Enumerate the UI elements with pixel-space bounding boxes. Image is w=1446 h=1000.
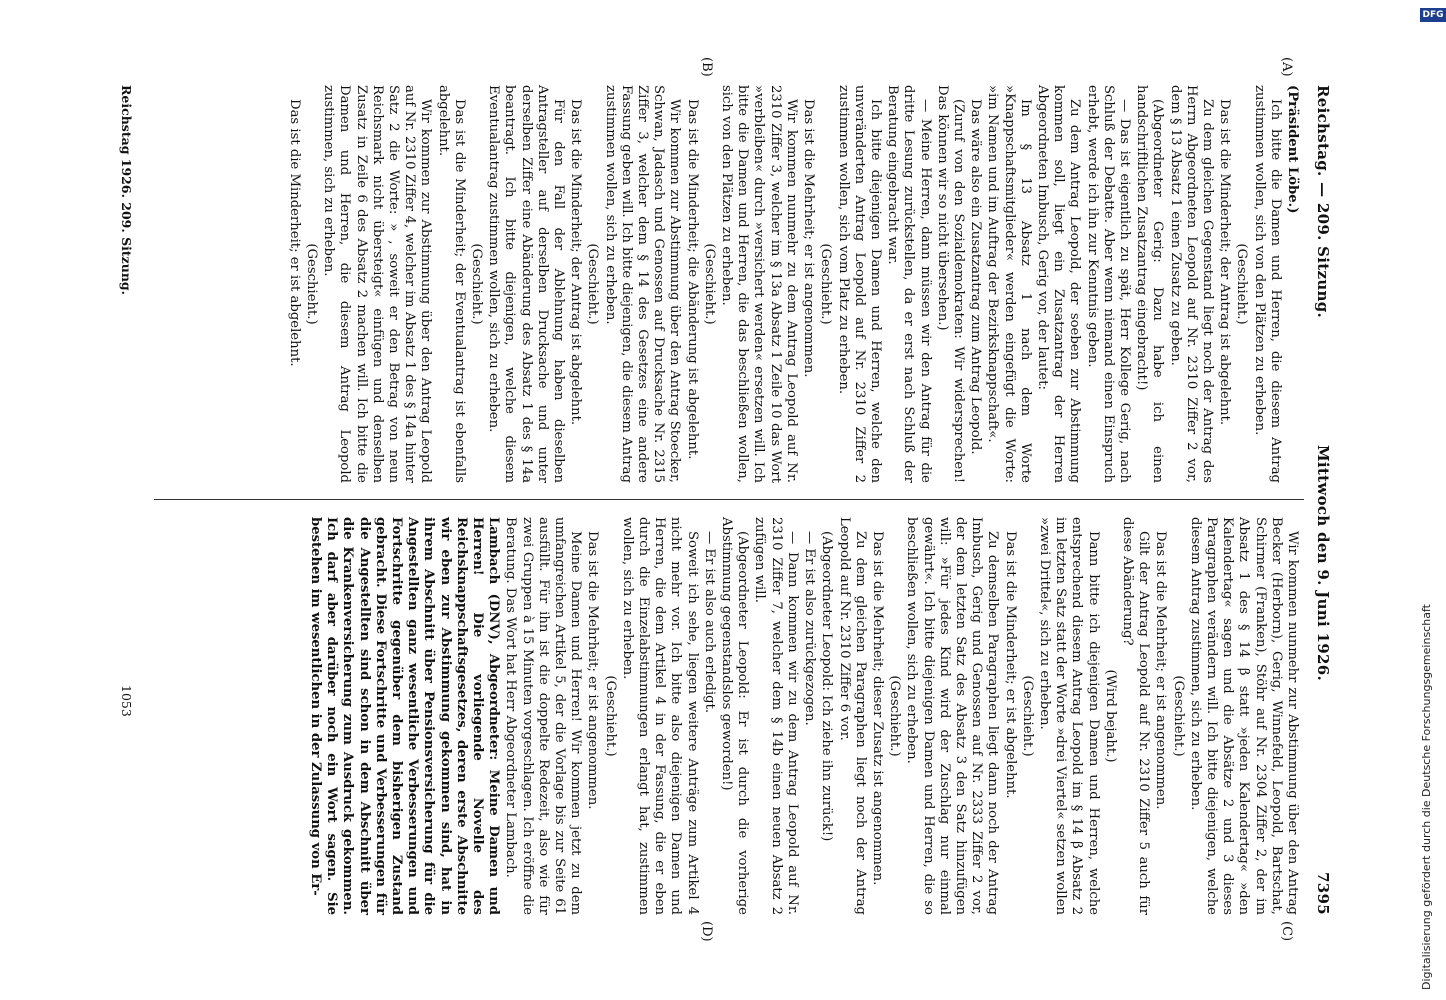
paragraph: Wir kommen nunmehr zur Abstimmung über den Antrag Becker (Herborn), Gerig, Winnefeld, Leopold, Bartschat, Schirmer (Franken), Stöhr auf Nr. 2304 Ziffer 2, der im Absatz 1 des § 14 β statt »jeden Kalendertag« »den Kalendertag« sagen und die Absätze 2 und 3 dieses Paragraphen verändern will. Ich bitte diejenigen, welche diesem Antrag zustimmen, sich zu erheben.: [1187, 517, 1300, 915]
paragraph: Wir kommen zur Abstimmung über den Antrag Stoecker, Schwan, Jadasch und Genossen auf Drucksache Nr. 2315 Ziffer 3, welcher dem § 14 des Gesetzes eine andere Fassung geben will. Ich bitte diejenigen, die diesem Antrag zustimmen wollen, sich zu erheben.: [602, 85, 683, 483]
paragraph: Das ist die Mehrheit; er ist angenommen.: [585, 531, 601, 810]
paragraph: Das ist die Minderheit; der Antrag ist abgelehnt.: [568, 99, 584, 426]
stage-direction: (Geschieht.): [1234, 243, 1250, 325]
stage-direction: (Geschieht.): [887, 675, 903, 757]
stage-direction: (Geschieht.): [701, 243, 717, 325]
paragraph: (Abgeordneter Gerig: Dazu habe ich einen handschriftlichen Zusatzantrag eingebracht!): [1134, 85, 1166, 483]
paragraph: Soweit ich sehe, liegen weitere Anträge zum Artikel 4 nicht mehr vor. Ich bitte also diejenigen Damen und Herren, die dem Artikel 4 in der Fassung, die er eben durch die Einzelabstimmungen erlangt hat, zustimmen wollen, sich zu erheben.: [619, 517, 700, 915]
paragraph: Das ist die Minderheit; der Antrag ist abgelehnt.: [1217, 99, 1233, 426]
stage-direction: (Geschieht.): [304, 243, 320, 325]
paragraph: — Das ist eigentlich zu spät, Herr Kollege Gerig, nach Schluß der Debatte. Aber wenn niemand einen Einspruch erhebt, werde ich ihn zur Kenntnis geben.: [1084, 85, 1132, 483]
digitization-credit: Digitalisierung gefördert durch die Deutsche Forschungsgemeinschaft: [1420, 604, 1433, 990]
speaker-line: Lambach (DNV), Abgeordneter: Meine Damen und Herren! Die vorliegende Novelle des Reichsknappschaftsgesetzes, deren erste Abschnitte wir eben zur Abstimmung gekommen sind, hat in ihrem Abschnitt über Pensionsversicherung für die Angestellten ganz wesentliche Verbesserungen und Fortschritte gegenüber dem bisherigen Zustand gebracht. Diese Fortschritte und Verbesserungen für die Angestellten sind schon in dem Abschnitt über die Krankenversicherung zum Ausdruck gekommen. Ich darf aber darüber noch ein Wort sagen. Sie bestehen im wesentlichen in der Zulassung von Er-: [308, 517, 502, 915]
newspaper-scan: [104, 57, 1334, 942]
dfg-logo: DFG: [1420, 8, 1446, 22]
margin-mark-b: (B): [699, 57, 714, 77]
page-number: 7395: [1314, 872, 1332, 915]
paragraph: — Er ist also auch erledigt.: [701, 531, 717, 714]
paragraph: Meine Damen und Herren! Wir kommen jetzt zu dem umfangreichen Artikel 5, der die Vorlage bis zur Seite 61 ausfüllt. Für ihn ist die doppelte Redezeit, also wie für zwei Gruppen à 15 Minuten vorgeschlagen. Ich eröffne die Beratung. Das Wort hat Herr Abgeordneter Lambach.: [503, 517, 584, 915]
page-header: [1308, 85, 1334, 915]
paragraph: Das ist die Minderheit; er ist abgelehnt.: [286, 99, 302, 367]
paragraph: — Er ist also zurückgezogen.: [802, 531, 818, 726]
paragraph: Das ist die Minderheit; der Eventualantrag ist ebenfalls abgelehnt.: [435, 85, 467, 483]
stage-direction: (Wird bejaht.): [1102, 669, 1118, 763]
paragraph: Wir kommen nunmehr zu dem Antrag Leopold auf Nr. 2310 Ziffer 3, welcher im § 13a Absatz 1 Zeile 10 das Wort »verbleiben« durch »versichert werden« ersetzen will. Ich bitte die Damen und Herren, die das beschließen wollen, sich von den Plätzen zu erheben.: [719, 85, 799, 483]
paragraph: (Abgeordneter Leopold: Ich ziehe ihn zurück!): [819, 531, 835, 842]
stage-direction: (Geschieht.): [585, 243, 601, 325]
paragraph: Für den Fall der Ablehnung haben dieselben Antragsteller auf derselben Drucksache und unter derselben Ziffer eine Abänderung des Absatz 1 des § 14a beantragt. Ich bitte diejenigen, welche diesem Eventualantrag zustimmen wollen, sich zu erheben.: [486, 85, 567, 483]
paragraph: Im § 13 Absatz 1 nach dem Worte »Knappschaftsmitglieder« werden eingefügt die Worte: »im Namen und im Auftrag der Bezirksknappschaft«.: [985, 85, 1033, 483]
column-divider: [154, 499, 1304, 500]
header-left: Reichstag. — 209. Sitzung.: [1314, 85, 1332, 319]
speaker-line: (Präsident Löbe.): [1285, 85, 1300, 214]
paragraph: — Dann kommen wir zu dem Antrag Leopold auf Nr. 2310 Ziffer 7, welcher dem § 14b einen neuen Absatz 2 zufügen will.: [752, 517, 800, 915]
paragraph: Das ist die Minderheit; die Abänderung ist abgelehnt.: [684, 99, 700, 460]
paragraph: Dann bitte ich diejenigen Damen und Herren, welche entsprechend diesem Antrag Leopold im § 14 β Absatz 2 im letzten Satz statt der Worte »drei Viertel« setzen wollen »zwei Drittel«, sich zu erheben.: [1036, 517, 1101, 915]
header-date: Mittwoch den 9. Juni 1926.: [1314, 445, 1332, 681]
paragraph: Zu dem gleichen Paragraphen liegt noch der Antrag Leopold auf Nr. 2310 Ziffer 6 vor.: [836, 517, 868, 915]
paragraph: Das ist die Mehrheit; er ist angenommen.: [801, 99, 817, 378]
footer-left: Reichstag 1926. 209. Sitzung.: [119, 85, 134, 295]
stage-direction: (Geschieht.): [1170, 675, 1186, 757]
paragraph: Zu dem Antrag Leopold, der soeben zur Abstimmung kommen soll, liegt ein Zusatzantrag der Herren Abgeordneten Imbusch, Gerig vor, der lautet:: [1034, 85, 1083, 483]
paragraph: Ich bitte diejenigen Damen und Herren, welche den unveränderten Antrag Leopold auf Nr. 2310 Ziffer 2 zustimmen wollen, sich vom Platz zu erheben.: [835, 85, 883, 483]
paragraph: — Meine Herren, dann müssen wir den Antrag für die dritte Lesung zurückstellen, da er erst nach Schluß der Beratung eingebracht war.: [885, 85, 933, 483]
paragraph: Das ist die Minderheit; er ist abgelehnt.: [1002, 531, 1018, 799]
stage-direction: (Geschieht.): [1019, 675, 1035, 757]
footer-number: 1053: [119, 685, 134, 717]
paragraph: Ich bitte die Damen und Herren, die diesem Antrag zustimmen wollen, sich von den Plätzen zu erheben.: [1251, 85, 1283, 483]
paragraph: (Zuruf von den Sozialdemokraten: Wir widersprechen! Das können wir so nicht übersehen.): [934, 85, 966, 483]
paragraph: Das ist die Mehrheit; dieser Zusatz ist angenommen.: [869, 531, 885, 886]
stage-direction: (Geschieht.): [469, 243, 485, 325]
stage-direction: (Geschieht.): [602, 675, 618, 757]
paragraph: Zu demselben Paragraphen liegt dann noch der Antrag Imbusch, Gerig und Genossen auf Nr. 2333 Ziffer 2 vor, der dem letzten Satz des Absatz 3 den Satz hinzufügen will: »Für jedes Kind wird der Zuschlag nur einmal gewährt«. Ich bitte diejenigen Damen und Herren, die so beschließen wollen, sich zu erheben.: [904, 517, 1001, 915]
paragraph: Zu dem gleichen Gegenstand liegt noch der Antrag des Herrn Abgeordneten Leopold auf Nr. 2310 Ziffer 2 vor, dem § 13 Absatz 1 einen Zusatz zu geben.: [1167, 85, 1215, 483]
margin-mark-c: (C): [1279, 921, 1294, 942]
paragraph: Das wäre also ein Zusatzantrag zum Antrag Leopold.: [968, 99, 984, 455]
stage-direction: (Geschieht.): [818, 243, 834, 325]
paragraph: (Abgeordneter Leopold: Er ist durch die vorherige Abstimmung gegenstandslos geworden!): [719, 517, 751, 915]
text-column-left: [140, 85, 1300, 483]
paragraph: Wir kommen zur Abstimmung über den Antrag Leopold auf Nr. 2310 Ziffer 4, welcher im Absatz 1 des § 14a hinter Satz 2 die Worte: » , soweit er den Betrag von neun Reichsmark nicht übersteigt« einfügen und denselben Zusatz in Zeile 6 des Absatz 2 machen will. Ich bitte die Damen und Herren, die diesem Antrag Leopold zustimmen, sich zu erheben.: [321, 85, 434, 483]
margin-mark-a: (A): [1279, 57, 1294, 77]
margin-mark-d: (D): [699, 921, 714, 942]
paragraph: Das ist die Mehrheit; er ist angenommen.: [1153, 531, 1169, 810]
paragraph: Gilt der Antrag Leopold auf Nr. 2310 Ziffer 5 auch für diese Abänderung?: [1119, 517, 1152, 915]
text-column-right: [140, 517, 1300, 915]
